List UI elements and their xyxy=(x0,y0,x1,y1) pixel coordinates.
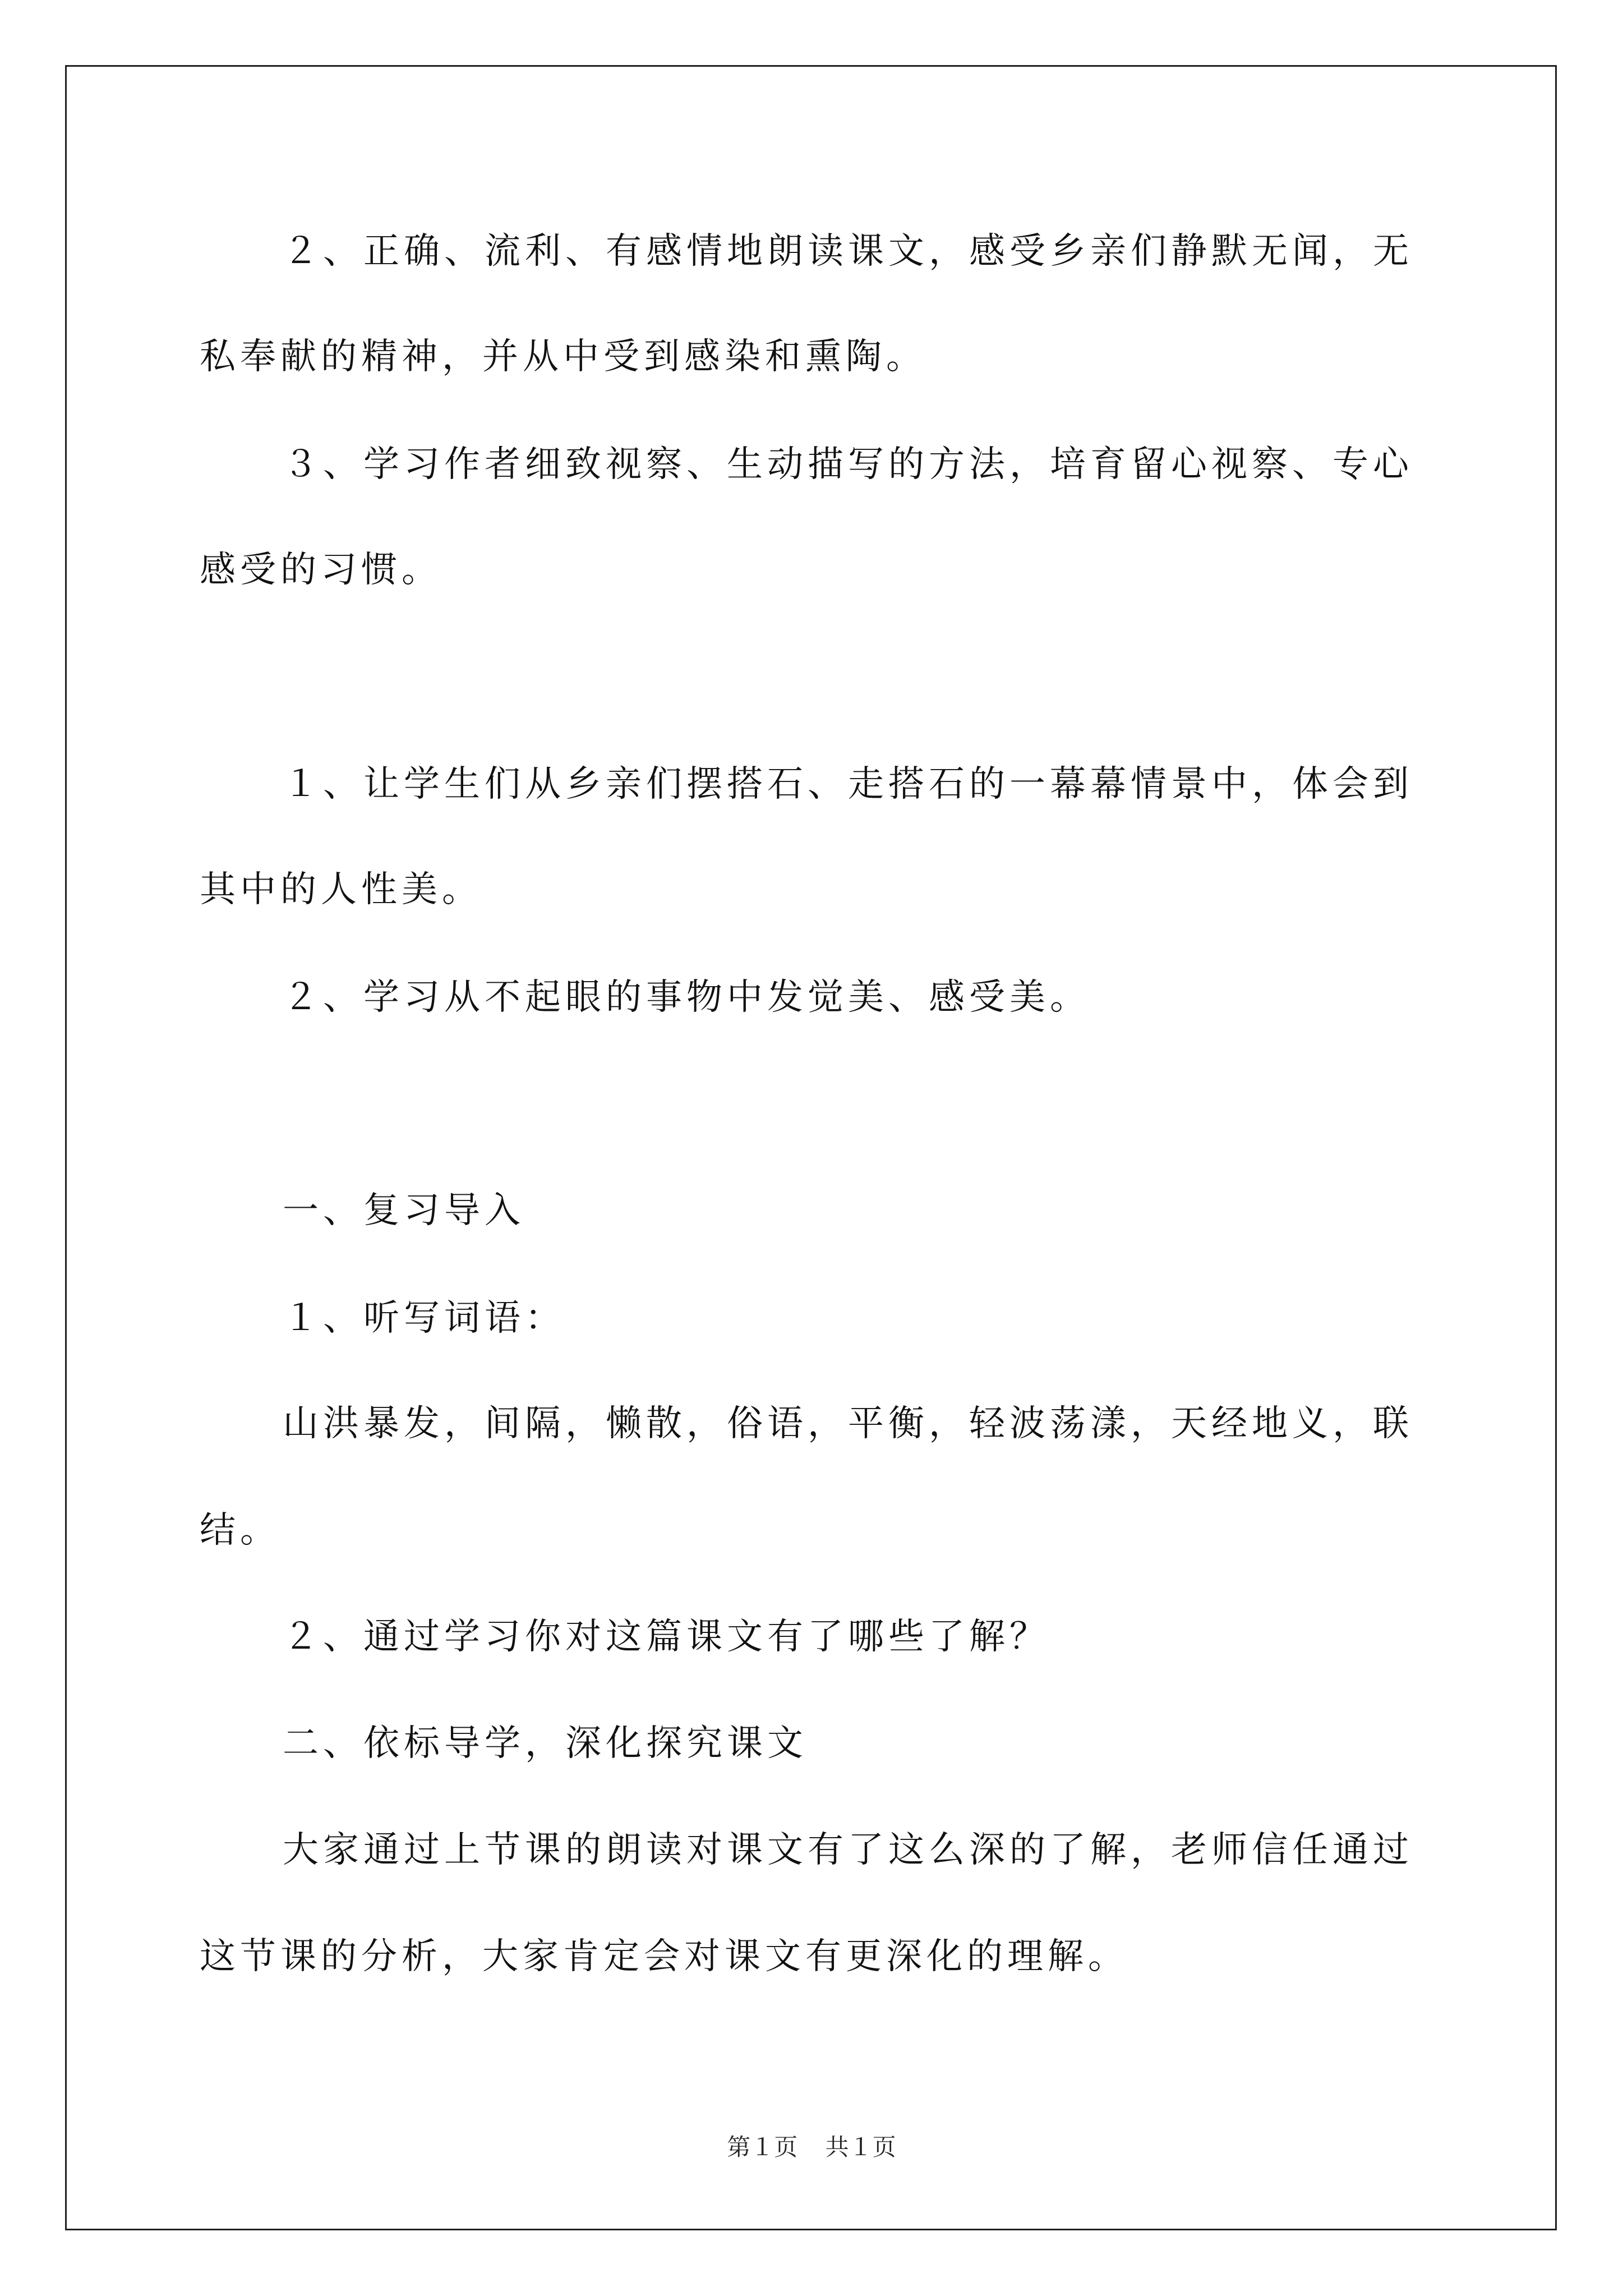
text-line: 大家通过上节课的朗读对课文有了这么深的了解，老师信任通过 xyxy=(283,1829,1413,1871)
text-line: 其中的人性美。 xyxy=(200,869,482,910)
text-line: 二、依标导学，深化探究课文 xyxy=(283,1723,808,1764)
page-footer xyxy=(0,2129,1623,2162)
text-line: ２、学习从不起眼的事物中发觉美、感受美。 xyxy=(283,977,1090,1018)
text-line: 山洪暴发，间隔，懒散，俗语，平衡，轻波荡漾，天经地义，联 xyxy=(283,1403,1413,1444)
text-line: 一、复习导入 xyxy=(283,1190,525,1231)
text-line: 结。 xyxy=(200,1510,280,1551)
page-number: 第１页 xyxy=(727,2133,798,2161)
page-total: 共１页 xyxy=(825,2133,896,2161)
text-line: ２、通过学习你对这篇课文有了哪些了解？ xyxy=(283,1616,1050,1658)
page-border xyxy=(65,65,1557,2230)
text-line: 感受的习惯。 xyxy=(200,549,442,591)
text-line: １、听写词语： xyxy=(283,1297,565,1339)
text-line: １、让学生们从乡亲们摆搭石、走搭石的一幕幕情景中，体会到 xyxy=(283,763,1413,805)
text-line: ３、学习作者细致视察、生动描写的方法，培育留心视察、专心 xyxy=(283,444,1413,485)
text-line: ２、正确、流利、有感情地朗读课文，感受乡亲们静默无闻，无 xyxy=(283,231,1413,272)
text-line: 私奉献的精神，并从中受到感染和熏陶。 xyxy=(200,336,926,378)
text-line: 这节课的分析，大家肯定会对课文有更深化的理解。 xyxy=(200,1936,1128,1977)
